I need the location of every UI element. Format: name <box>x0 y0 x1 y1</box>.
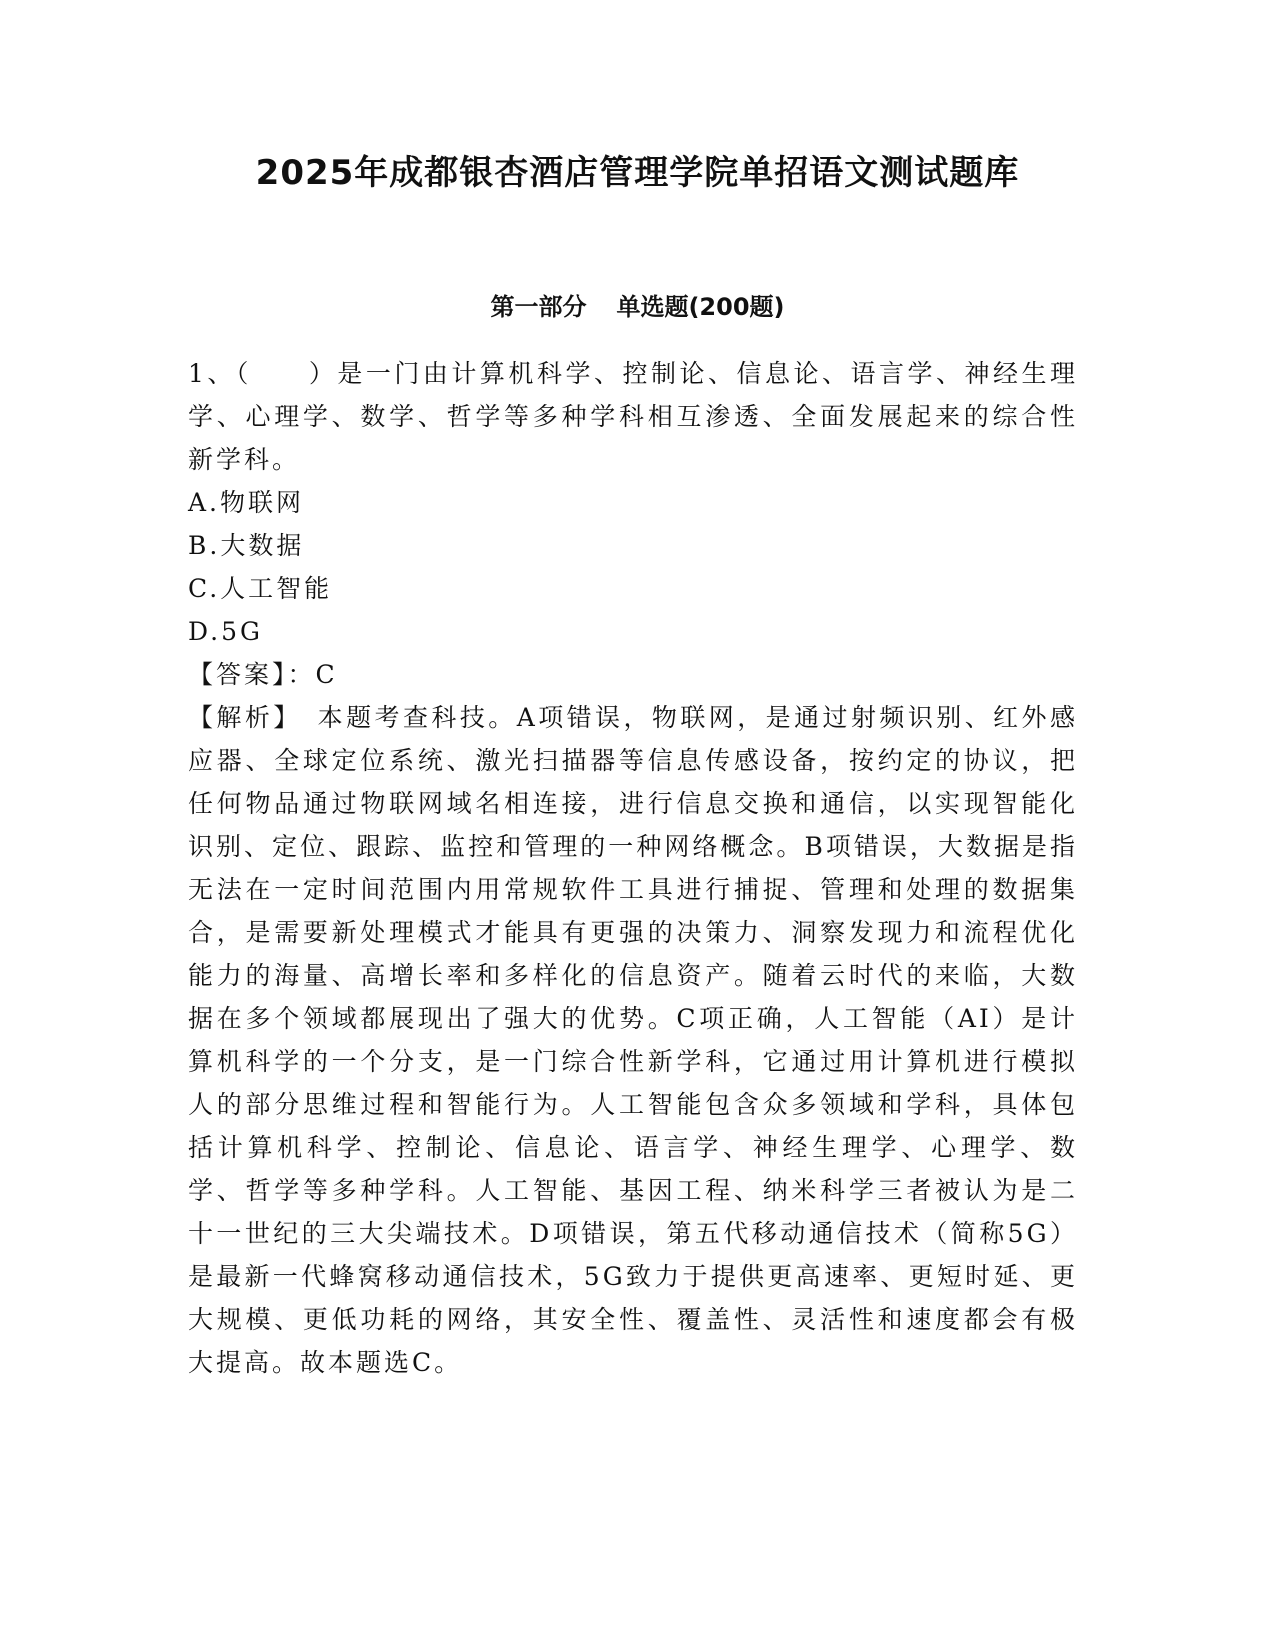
option-c: C.人工智能 <box>188 574 333 603</box>
document-title: 2025年成都银杏酒店管理学院单招语文测试题库 <box>255 153 1020 193</box>
option-d: D.5G <box>188 617 263 646</box>
option-b: B.大数据 <box>188 531 305 560</box>
section-name-label: 单选题(200题) <box>616 293 785 321</box>
answer-line: 【答案】：C <box>188 660 338 689</box>
section-part-label: 第一部分 <box>490 293 587 321</box>
question-stem: 1、（ ）是一门由计算机科学、控制论、信息论、语言学、神经生理学、心理学、数学、哲学等多种学科相互渗透、全面发展起来的综合性新学科。 <box>188 359 1078 474</box>
section-title <box>0 289 1275 325</box>
analysis-paragraph: 【解析】 本题考查科技。A项错误，物联网，是通过射频识别、红外感应器、全球定位系统、激光扫描器等信息传感设备，按约定的协议，把任何物品通过物联网域名相连接，进行信息交换和通信，以实现智能化识别、定位、跟踪、监控和管理的一种网络概念。B项错误，大数据是指无法在一定时间范围内用常规软件工具进行捕捉、管理和处理的数据集合，是需要新处理模式才能具有更强的决策力、洞察发现力和流程优化能力的海量、高增长率和多样化的信息资产。随着云时代的来临，大数据在多个领域都展现出了强大的优势。C项正确，人工智能（AI）是计算机科学的一个分支，是一门综合性新学科，它通过用计算机进行模拟人的部分思维过程和智能行为。人工智能包含众多领域和学科，具体包括计算机科学、控制论、信息论、语言学、神经生理学、心理学、数学、哲学等多种学科。人工智能、基因工程、纳米科学三者被认为是二十一世纪的三大尖端技术。D项错误，第五代移动通信技术（简称5G）是最新一代蜂窝移动通信技术，5G致力于提供更高速率、更短时延、更大规模、更低功耗的网络，其安全性、覆盖性、灵活性和速度都会有极大提高。故本题选C。 <box>188 703 1078 1377</box>
option-a: A.物联网 <box>188 488 305 517</box>
question-block <box>188 352 1078 1384</box>
